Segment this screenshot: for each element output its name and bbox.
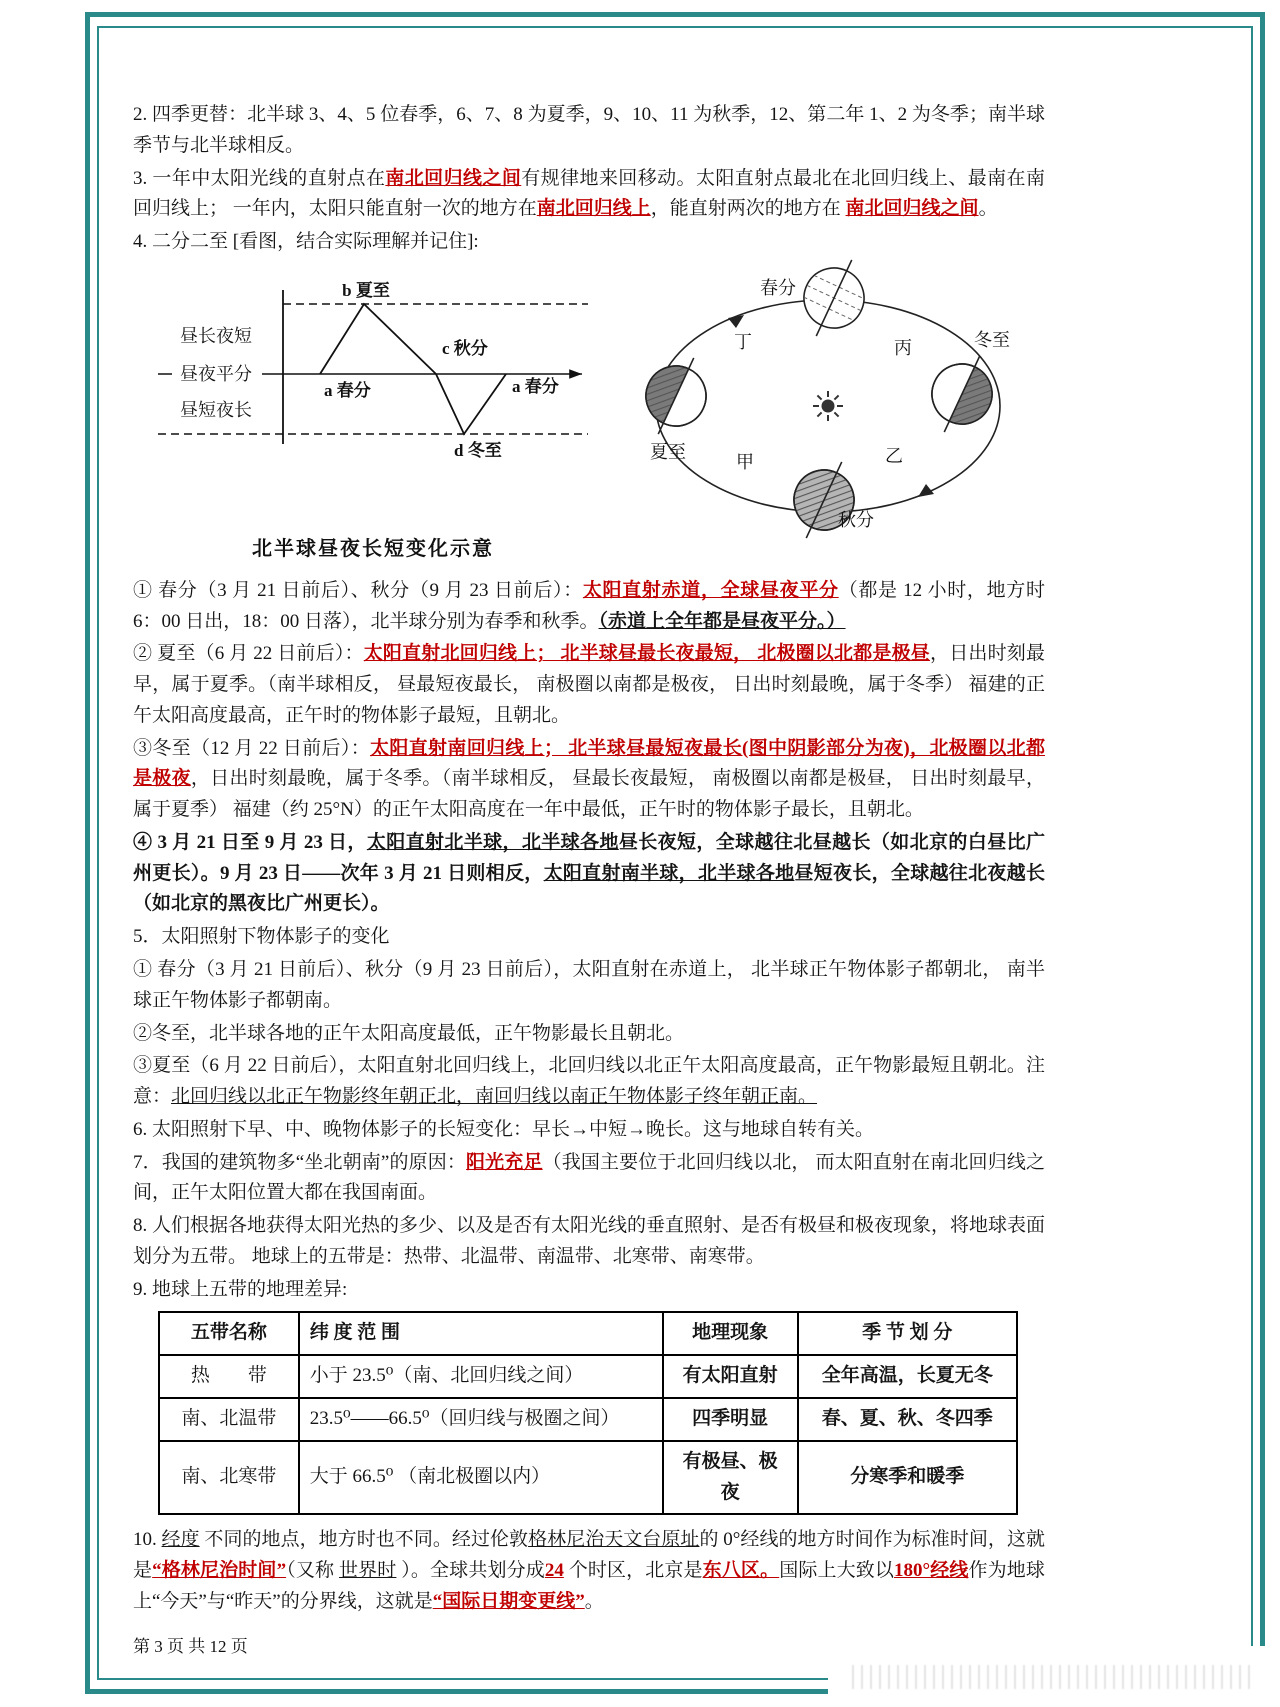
text-segment: ③夏至（6 月 22 日前后），太阳直射北回归线上，北回归线以北正午太阳高度最高，正午物影最短且朝北。注意：: [133, 1055, 1045, 1108]
table-cell: 有极昼、极夜: [663, 1441, 798, 1515]
five-zones-table-body: [159, 1355, 1017, 1514]
text-segment: 。: [584, 1590, 604, 1612]
table-cell: 热 带: [159, 1355, 299, 1398]
para-shadow-summer: [133, 1051, 1045, 1113]
table-cell: 春、夏、秋、冬四季: [798, 1398, 1017, 1441]
table-cell: 南、北寒带: [159, 1441, 299, 1515]
table-row: [159, 1441, 1017, 1515]
table-header-season-division: 季 节 划 分: [798, 1312, 1017, 1355]
para-shadow-winter: [133, 1019, 1045, 1050]
earth-summer-solstice: [631, 345, 721, 446]
text-segment: 世界时: [339, 1560, 397, 1582]
para-equinox-detail: [133, 576, 1045, 638]
text-segment: 经度: [161, 1529, 200, 1551]
orbit-mark-jia: 甲: [736, 451, 754, 472]
table-cell: 小于 23.5⁰（南、北回归线之间）: [299, 1355, 663, 1398]
text-segment: 的 0°经线的地方时间作为标准时间，这就是: [133, 1529, 1045, 1582]
text-segment: 阳光充足: [466, 1151, 543, 1173]
para-four-seasons: [133, 100, 1045, 162]
text-segment: 格林尼治天文台原址: [528, 1529, 700, 1551]
text-segment: 国际上大致以: [779, 1560, 894, 1582]
text-segment: 3. 一年中太阳光线的直射点在: [133, 167, 386, 189]
earth-winter-solstice: [917, 343, 1007, 444]
para-summer-solstice-detail: [133, 639, 1045, 731]
orbit-label-winter: 冬至: [974, 329, 1010, 350]
text-segment: 有规律地来回移动。太阳直射点最北在北回归线上、最南在南回归线上； 一年内，太阳只能直射一次的地方在: [133, 167, 1045, 220]
para-longitude-time: [133, 1525, 1045, 1617]
text-segment: 南北回归线之间: [385, 167, 522, 189]
figure-earth-orbit: [628, 254, 1028, 565]
text-segment: （都是 12 小时，地方时 6：00 日出，18：00 日落），北半球分别为春季和秋季。: [133, 579, 1045, 632]
para-winter-solstice-detail: [133, 734, 1045, 826]
orbit-label-summer: 夏至: [650, 441, 686, 462]
table-cell: 大于 66.5⁰ （南北极圈以内）: [299, 1441, 663, 1515]
point-label-spring-equinox-right: a 春分: [512, 376, 559, 396]
text-segment: 5．太阳照射下物体影子的变化: [133, 926, 390, 948]
table-header-latitude-range: 纬 度 范 围: [299, 1312, 663, 1355]
para-shadow-equinox: [133, 955, 1045, 1017]
para-mar-sep-summary: [133, 828, 1045, 920]
orbit-mark-bing: 丙: [894, 337, 912, 358]
orbit-arrow-top-left: [728, 315, 744, 328]
text-segment: 东八区。: [702, 1560, 780, 1582]
point-label-winter-solstice: d 冬至: [454, 440, 502, 460]
text-segment: 太阳直射北半球，北半球各地: [366, 831, 619, 853]
table-header-zone-name: 五带名称: [159, 1312, 299, 1355]
point-label-spring-equinox-left: a 春分: [324, 380, 371, 400]
document-content: [133, 100, 1045, 1620]
text-segment: 昼长夜短，全球越往北昼越长（如北京的白昼比广州更长）。9 月 23 日——次年 3 月 21 日则相反，: [133, 831, 1045, 884]
text-segment: 9. 地球上五带的地理差异:: [133, 1278, 348, 1300]
text-segment: 2. 四季更替：北半球 3、4、5 位春季，6、7、8 为夏季，9、10、11 为秋季，12、第二年 1、2 为冬季；南半球季节与北半球相反。: [133, 104, 1045, 156]
table-cell: 四季明显: [663, 1398, 798, 1441]
earth-autumn-equinox: [779, 449, 869, 550]
daynight-chart: [148, 280, 598, 520]
text-segment: “格林尼治时间”: [152, 1560, 287, 1582]
table-row: [159, 1355, 1017, 1398]
orbit-diagram: [628, 254, 1028, 554]
text-segment: ，能直射两次的地方在: [650, 198, 846, 220]
text-segment: （又称: [286, 1560, 339, 1582]
table-cell: 分寒季和暖季: [798, 1441, 1017, 1515]
figures-row: [148, 266, 1045, 566]
text-segment: （赤道上全年都是昼夜平分。）: [598, 610, 846, 632]
text-segment: 。: [978, 198, 998, 220]
text-segment: 作为地球上“今天”与“昨天”的分界线，这就是: [133, 1560, 1045, 1612]
table-row: [159, 1398, 1017, 1441]
text-segment: ③冬至（12 月 22 日前后）：: [133, 737, 371, 759]
text-segment: 太阳直射北回归线上； 北半球昼最长夜最短， 北极圈以北都是极昼: [363, 643, 930, 665]
para-building-orientation: [133, 1148, 1045, 1210]
text-segment: ① 春分（3 月 21 日前后）、秋分（9 月 23 日前后），太阳直射在赤道上， 北半球正午物体影子都朝北， 南半球正午物体影子都朝南。: [133, 959, 1045, 1011]
text-segment: 7．我国的建筑物多“坐北朝南”的原因：: [133, 1151, 467, 1173]
table-header-phenomenon: 地理现象: [663, 1312, 798, 1355]
para-five-zones-heading: [133, 1275, 1045, 1306]
figure-caption: 北半球昼夜长短变化示意: [252, 537, 494, 560]
point-label-summer-solstice: b 夏至: [342, 280, 390, 300]
point-label-autumn-equinox: c 秋分: [442, 338, 488, 358]
text-segment: ，日出时刻最早，属于夏季。（南半球相反， 昼最短夜最长， 南极圈以南都是极夜， 日出时刻最晚，属于冬季） 福建的正午太阳高度最高，正午时的物体影子最短，且朝北。: [133, 643, 1045, 726]
page-number: 第 3 页 共 12 页: [133, 1637, 248, 1656]
text-segment: ②冬至，北半球各地的正午太阳高度最低，正午物影最长且朝北。: [133, 1022, 685, 1044]
table-cell: 南、北温带: [159, 1398, 299, 1441]
text-segment: 昼短夜长，全球越往北夜越长（如北京的黑夜比广州更长）。: [133, 862, 1045, 915]
text-segment: 南北回归线上: [536, 198, 651, 220]
text-segment: 太阳直射南半球，北半球各地: [543, 862, 795, 884]
figure-daynight-length: [148, 280, 608, 565]
band-label-long-day: 昼长夜短: [180, 325, 252, 346]
table-header-row: [159, 1312, 1017, 1355]
text-segment: （我国主要位于北回归线以北， 而太阳直射在南北回归线之间，正午太阳位置大都在我国南面。: [133, 1151, 1045, 1204]
text-segment: 南北回归线之间: [845, 198, 979, 220]
text-segment: ① 春分（3 月 21 日前后）、秋分（9 月 23 日前后）：: [133, 579, 583, 601]
text-segment: 不同的地点，地方时也不同。经过伦敦: [199, 1529, 529, 1551]
text-segment: 180°经线: [894, 1560, 969, 1582]
band-label-equal: 昼夜平分: [180, 363, 252, 384]
orbit-mark-yi: 乙: [885, 445, 903, 466]
text-segment: 6. 太阳照射下早、中、晚物体影子的长短变化：早长→中短→晚长。这与地球自转有关。: [133, 1118, 875, 1140]
text-segment: ④ 3 月 21 日至 9 月 23 日，: [133, 831, 367, 853]
text-segment: 24: [544, 1560, 564, 1582]
text-segment: ）。全球共划分成: [396, 1560, 545, 1582]
para-shadow-heading: [133, 922, 1045, 953]
text-segment: 4. 二分二至 [看图，结合实际理解并记住]:: [133, 231, 479, 253]
sun-icon: [813, 391, 843, 421]
daylength-curve: [320, 304, 506, 434]
text-segment: 10.: [133, 1529, 162, 1551]
watermark: [828, 1646, 1280, 1707]
text-segment: ② 夏至（6 月 22 日前后）：: [133, 643, 364, 665]
orbit-label-autumn: 秋分: [838, 509, 874, 530]
five-zones-table: [158, 1311, 1018, 1515]
para-direct-ray-movement: [133, 164, 1045, 226]
para-shadow-daily-change: [133, 1115, 1045, 1146]
text-segment: 8. 人们根据各地获得太阳光热的多少、以及是否有太阳光线的垂直照射、是否有极昼和极夜现象，将地球表面划分为五带。 地球上的五带是：热带、北温带、南温带、北寒带、南寒带。: [133, 1215, 1046, 1267]
orbit-label-spring: 春分: [760, 277, 796, 298]
band-label-short-day: 昼短夜长: [180, 399, 252, 420]
text-segment: “国际日期变更线”: [432, 1590, 585, 1612]
text-segment: 北回归线以北正午物影终年朝正北，南回归线以南正午物体影子终年朝正南。: [171, 1086, 818, 1108]
para-five-zones-intro: [133, 1211, 1045, 1273]
text-segment: 太阳直射南回归线上； 北半球昼最短夜最长(图中阴影部分为夜)，北极圈以北都是极夜: [133, 737, 1045, 790]
text-segment: 个时区，北京是: [563, 1560, 703, 1582]
orbit-mark-ding: 丁: [734, 331, 752, 352]
table-cell: 全年高温，长夏无冬: [798, 1355, 1017, 1398]
table-cell: 23.5⁰——66.5⁰（回归线与极圈之间）: [299, 1398, 663, 1441]
text-segment: 太阳直射赤道，全球昼夜平分: [582, 579, 839, 601]
watermark-marks: [852, 1665, 1252, 1689]
text-segment: ，日出时刻最晚，属于冬季。（南半球相反， 昼最长夜最短， 南极圈以南都是极昼， 日出时刻最早，属于夏季） 福建（约 25°N）的正午太阳高度在一年中最低，正午时的物体影子最长，且朝北。: [133, 768, 1045, 821]
table-cell: 有太阳直射: [663, 1355, 798, 1398]
